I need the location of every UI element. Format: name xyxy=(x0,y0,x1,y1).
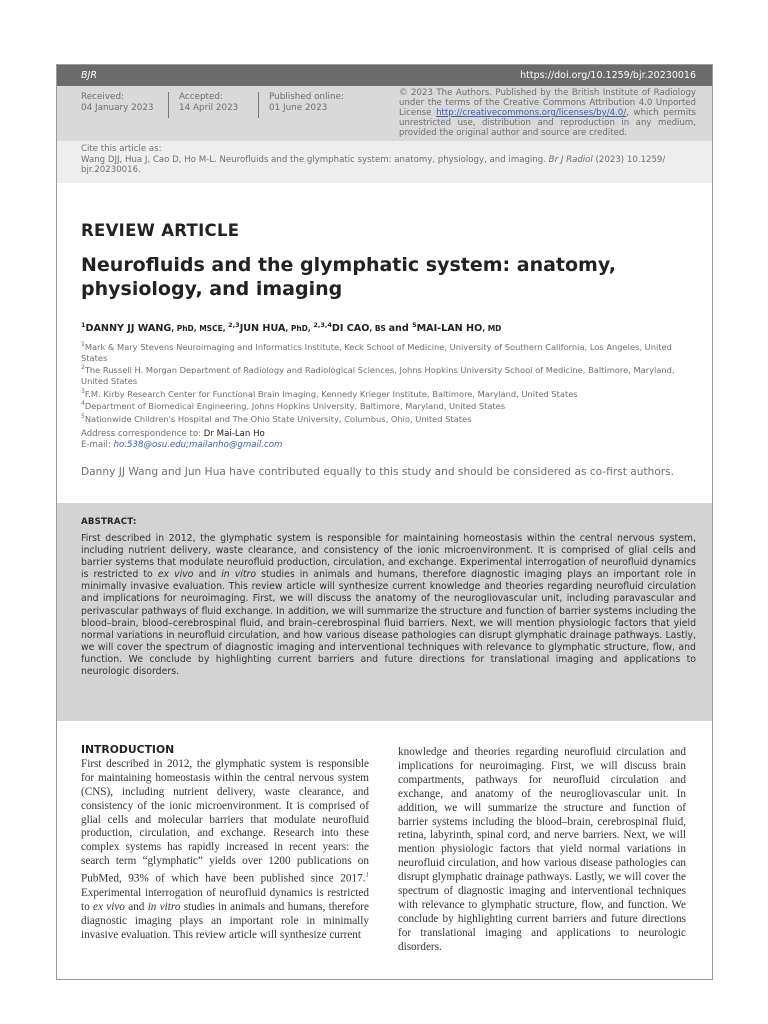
published-date: Published online: 01 June 2023 xyxy=(258,92,354,118)
email-link[interactable]: ho.538@osu.edu;mailanho@gmail.com xyxy=(113,440,283,450)
intro-paragraph-continued: knowledge and theories regarding neurofluid circulation and implications for neuroimaging. First, we will discuss brain compartments, pathways for neurofluid circulation and exchange, and anatomy of the neurogliovascular unit. In addition, we will summarize the structure and function of barrier systems including the blood–brain, cerebrospinal fluid, retina, labyrinth, spinal cord, and nerve barriers. Next, we will mention physiologic factors that yield normal variations in neurofluid circulation, and how various disease pathologies can disrupt glymphatic drainage pathways. Lastly, we will cover the spectrum of diagnostic imaging and interventional techniques with relevance to glymphatic structure, flow, and function. We conclude by highlighting current barriers and future directions for translational imaging and applications to neurologic disorders. xyxy=(398,746,686,953)
intro-paragraph: First described in 2012, the glymphatic system is responsible for maintaining homeostasis within the central nervous system (CNS), including nutrient delivery, waste clearance, and consistency of the ionic microenvironment. It is comprised of glial cells and molecular barriers that modulate neurofluid production, circulation, and exchange. Research into these complex systems has rapidly increased in recent years: the search term “glymphatic” yields over 1200 publications on PubMed, 93% of which have been published since 2017.$^1$ Experimental interrogation of neurofluid dynamics is restricted to ex vivo and in vitro studies in animals and humans, therefore diagnostic imaging plays an important role in minimally invasive evaluation. This review article will synthesize current xyxy=(81,757,369,941)
intro-left-column xyxy=(81,743,369,942)
affiliation-list xyxy=(81,340,681,424)
accepted-date: Accepted: 14 April 2023 xyxy=(168,92,258,118)
affiliation-item: $^1$Mark & Mary Stevens Neuroimaging and Informatics Institute, Keck School of Medicine, University of Southern California, Los Angeles, United States xyxy=(81,341,672,363)
journal-header-bar xyxy=(57,65,712,86)
citation-text: Wang DJJ, Hua J, Cao D, Ho M-L. Neurofluids and the glymphatic system: anatomy, physiology, and imaging. Br J Radiol (2023) 10.1259/ bjr.20230016. xyxy=(81,154,666,175)
abstract-text: First described in 2012, the glymphatic system is responsible for maintaining homeostasis within the central nervous system, including nutrient delivery, waste clearance, and consistency of the ionic microenvironment. It is comprised of glial cells and barrier systems that modulate neurofluid production, circulation, and exchange. Experimental interrogation of neurofluid dynamics is restricted to ex vivo and in vitro studies in animals and humans, therefore diagnostic imaging plays an important role in minimally invasive evaluation. This review article will synthesize current knowledge and theories regarding neurofluid circulation and implications for neuroimaging. First, we will discuss the anatomy of the neurogliovascular unit, including paravascular and perivascular pathways of fluid exchange. In addition, we will summarize the structure and function of barrier systems including the blood–brain, blood–cerebrospinal fluid, and brain–cerebrospinal fluid barriers. Next, we will mention physiologic factors that yield normal variations in neurofluid circulation, and how various disease pathologies can disrupt glymphatic drainage pathways. Lastly, we will cover the spectrum of diagnostic imaging and interventional techniques with relevance to glymphatic structure, flow, and function. We conclude by highlighting current barriers and future directions for translational imaging and applications to neurologic disorders. xyxy=(81,533,697,678)
intro-right-column xyxy=(398,746,686,955)
citation-block xyxy=(57,141,712,183)
article-page xyxy=(56,64,713,980)
license-link[interactable]: http://creativecommons.org/licenses/by/4.0/ xyxy=(436,108,627,118)
article-content xyxy=(57,183,712,979)
doi-link[interactable]: https://doi.org/10.1259/bjr.20230016 xyxy=(520,70,696,81)
citation-label: Cite this article as: xyxy=(81,144,162,154)
equal-contribution-note: Danny JJ Wang and Jun Hua have contributed equally to this study and should be considered as co-first authors. xyxy=(81,466,675,478)
received-date: Received: 04 January 2023 xyxy=(81,92,154,113)
intro-heading: INTRODUCTION xyxy=(81,743,175,756)
abstract-heading: ABSTRACT: xyxy=(81,517,137,527)
correspondence-name: Dr Mai-Lan Ho xyxy=(203,429,265,439)
affiliation-item: $^5$Nationwide Children's Hospital and The Ohio State University, Columbus, Ohio, United States xyxy=(81,412,472,424)
correspondence: Address correspondence to: Dr Mai-Lan Ho E-mail: ho.538@osu.edu;mailanho@gmail.com xyxy=(81,429,283,450)
reference-link[interactable]: 1 xyxy=(365,871,369,880)
journal-name: BJR xyxy=(81,70,97,81)
license-statement: © 2023 The Authors. Published by the British Institute of Radiology under the terms of the Creative Commons Attribution 4.0 Unported License http://creativecommons.org/licenses/by/4.0/, which permits unrestricted use, distribution and reproduction in any medium, provided the original author and source are credited. xyxy=(399,88,696,138)
affiliation-item: $^4$Department of Biomedical Engineering, Johns Hopkins University, Baltimore, Maryland, United States xyxy=(81,400,506,412)
abstract-box xyxy=(57,503,712,721)
author-list: $^1$DANNY JJ WANG, PhD, MSCE, $^{2,3}$JUN HUA, PhD, $^{2,3,4}$DI CAO, BS and $^5$MAI-LAN HO, MD xyxy=(81,321,502,335)
article-title: Neurofluids and the glymphatic system: anatomy, physiology, and imaging xyxy=(81,254,616,300)
affiliation-item: $^3$F.M. Kirby Research Center for Functional Brain Imaging, Kennedy Krieger Institute, Baltimore, Maryland, United States xyxy=(81,387,578,399)
affiliation-item: $^2$The Russell H. Morgan Department of Radiology and Radiological Sciences, Johns Hopkins University School of Medicine, Baltimore, Maryland, United States xyxy=(81,364,675,386)
article-type: REVIEW ARTICLE xyxy=(81,221,240,240)
